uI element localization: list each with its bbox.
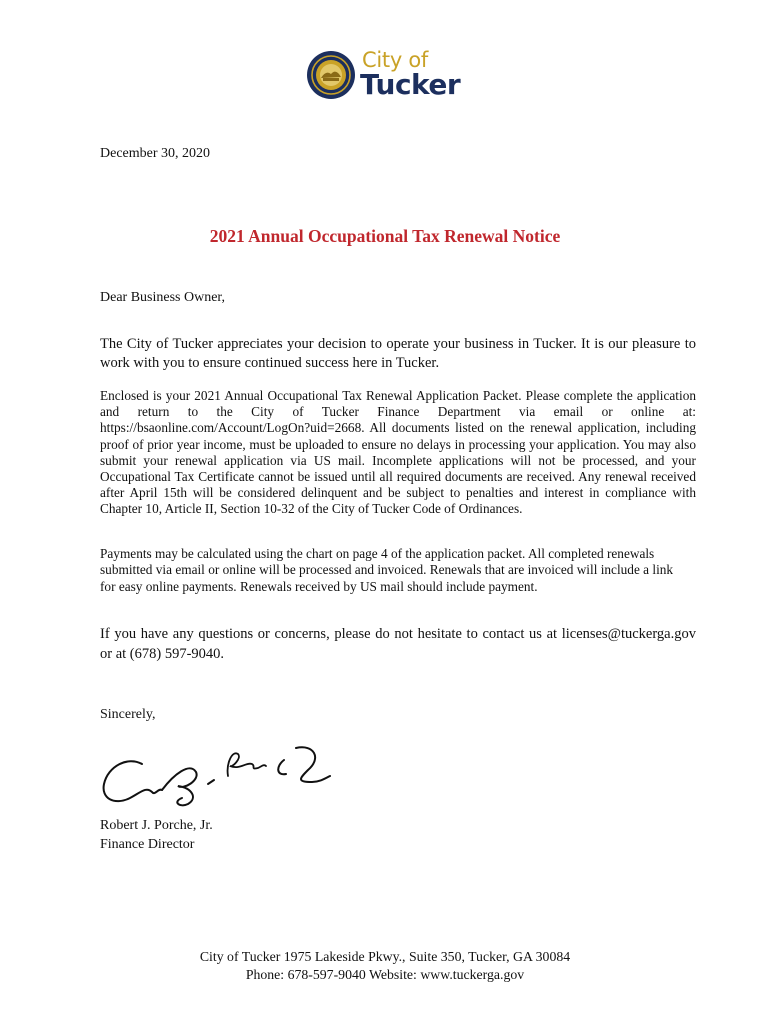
letter-date: December 30, 2020 — [100, 146, 211, 161]
handwritten-signature — [100, 740, 340, 812]
footer — [0, 948, 770, 984]
paragraph-payments: Payments may be calculated using the chart on page 4 of the application packet. All completed renewals submitted via email or online will be processed and invoiced. Renewals that are invoiced will include a link for easy online payments. Renewals received by US mail should include payment. — [100, 546, 674, 594]
city-logo — [306, 48, 476, 104]
logo-city-of-text: City of — [362, 48, 428, 72]
greeting: Dear Business Owner, — [100, 290, 226, 305]
city-seal-icon — [306, 50, 356, 100]
signer-name: Robert J. Porche, Jr. — [100, 818, 213, 833]
paragraph-contact: If you have any questions or concerns, please do not hesitate to contact us at licenses@tuckerga.gov or at (678) 597-9040. — [100, 626, 696, 662]
closing: Sincerely, — [100, 707, 156, 722]
footer-address: City of Tucker 1975 Lakeside Pkwy., Suite 350, Tucker, GA 30084 — [199, 949, 571, 964]
signer-block — [100, 816, 213, 854]
paragraph-appreciation: The City of Tucker appreciates your decision to operate your business in Tucker. It is our pleasure to work with you to ensure continued success here in Tucker. — [100, 336, 696, 371]
signer-title: Finance Director — [100, 837, 195, 852]
footer-contact: Phone: 678-597-9040 Website: www.tuckerga.gov — [245, 967, 525, 982]
logo-tucker-text: Tucker — [360, 68, 461, 101]
paragraph-enclosed-packet: Enclosed is your 2021 Annual Occupational Tax Renewal Application Packet. Please complete the application and return to the City of Tucker Finance Department via email or online at: https://bsaonline.com/Account/LogOn?uid=2668. All documents listed on the renewal application, including proof of prior year income, must be uploaded to ensure no delays in processing your application. You may also submit your renewal application via US mail. Incomplete applications will not be processed, and your Occupational Tax Certificate cannot be issued until all required documents are received. Any renewal received after April 15th will be considered delinquent and be subject to penalties and interest in compliance with Chapter 10, Article II, Section 10-32 of the City of Tucker Code of Ordinances. — [100, 388, 696, 517]
notice-title: 2021 Annual Occupational Tax Renewal Notice — [209, 226, 561, 246]
